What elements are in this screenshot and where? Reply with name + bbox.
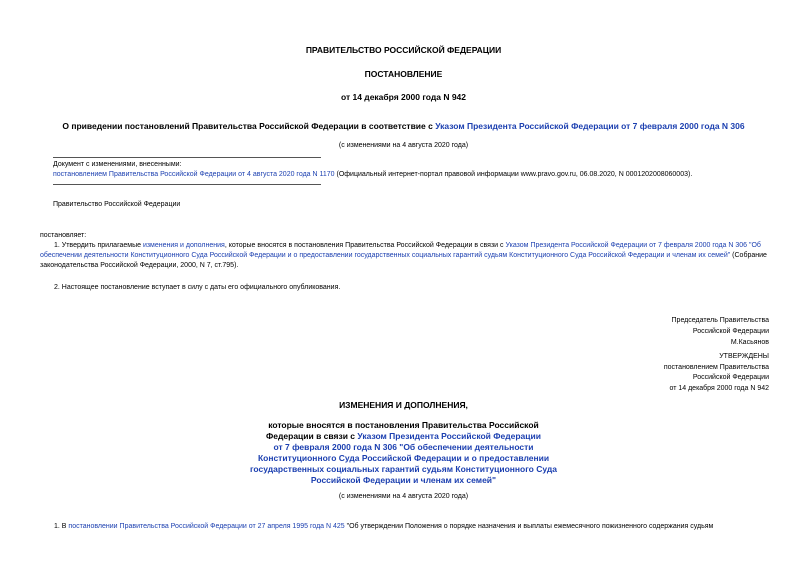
amendment-source: (Официальный интернет-портал правовой информации www.pravo.gov.ru, 06.08.2020, N 0001202008060003). bbox=[334, 171, 693, 178]
amendment-link[interactable]: постановлением Правительства Российской Федерации от 4 августа 2020 года N 1170 bbox=[53, 171, 335, 178]
annex-edition-note: (с изменениями на 4 августа 2020 года) bbox=[338, 493, 469, 500]
doc-title-text: О приведении постановлений Правительства Российской Федерации в соответствие с bbox=[62, 121, 436, 131]
item-1-text-a: 1. Утвердить прилагаемые bbox=[54, 242, 143, 249]
item-1-text-c: (Собрание законодательства Российской Федерации, 2000, N 7, ст.795). bbox=[40, 252, 767, 269]
approved-block bbox=[664, 352, 769, 394]
annex-decree-link[interactable]: Указом Президента Российской Федерации bbox=[357, 431, 541, 441]
signature-org: Российской Федерации bbox=[692, 328, 769, 335]
doc-title bbox=[0, 121, 807, 131]
annex-line-3[interactable]: от 7 февраля 2000 года N 306 "Об обеспечении деятельности bbox=[273, 442, 534, 452]
government-line: Правительство Российской Федерации bbox=[53, 201, 181, 208]
signature-position: Председатель Правительства bbox=[671, 317, 769, 324]
divider-bottom bbox=[53, 184, 321, 185]
annex-line-2-text: Федерации в связи с bbox=[266, 431, 358, 441]
decree-306-link[interactable]: Указом Президента Российской Федерации от 7 февраля 2000 года N 306 "Об обеспечении деятельности Конституционного Суда Российской Федерации и о предоставлении государственных социальных гарантий судьям Конституционного Суда Российской Федерации и членам их семей" bbox=[40, 242, 761, 259]
item-1-text-b: , которые вносятся в постановления Правительства Российской Федерации в связи с bbox=[224, 242, 506, 249]
annex-line-4[interactable]: Конституционного Суда Российской Федерации и о предоставлении bbox=[257, 453, 550, 463]
approved-title: УТВЕРЖДЕНЫ bbox=[719, 353, 769, 360]
annex-line-6[interactable]: Российской Федерации и членам их семей" bbox=[310, 475, 497, 485]
divider-top bbox=[53, 157, 321, 158]
annex-line-2 bbox=[0, 431, 807, 442]
changes-box-line bbox=[53, 171, 783, 178]
changes-link[interactable]: изменения и дополнения bbox=[142, 242, 225, 249]
decree-425-link[interactable]: постановлении Правительства Российской Федерации от 27 апреля 1995 года N 425 bbox=[68, 523, 345, 530]
item-1 bbox=[40, 241, 770, 271]
approved-org: Российской Федерации bbox=[692, 374, 769, 381]
signature-name: М.Касьянов bbox=[730, 339, 769, 346]
doc-date-number: от 14 декабря 2000 года N 942 bbox=[340, 92, 467, 102]
annex-line-1: которые вносятся в постановления Правительства Российской bbox=[268, 420, 539, 430]
annex-subtitle bbox=[0, 420, 807, 486]
annex-item-1-text-a: 1. В bbox=[54, 523, 69, 530]
annex-item-1-text-b: "Об утверждении Положения о порядке назначения и выплаты ежемесячного пожизненного содержания судьям bbox=[344, 523, 714, 530]
decrees-line: постановляет: bbox=[40, 232, 87, 239]
annex-item-1 bbox=[40, 522, 770, 532]
annex-title: ИЗМЕНЕНИЯ И ДОПОЛНЕНИЯ, bbox=[339, 400, 468, 410]
item-2: 2. Настоящее постановление вступает в силу с даты его официального опубликования. bbox=[54, 284, 341, 291]
org-title: ПРАВИТЕЛЬСТВО РОССИЙСКОЙ ФЕДЕРАЦИИ bbox=[305, 45, 502, 55]
doc-type: ПОСТАНОВЛЕНИЕ bbox=[364, 69, 443, 79]
decree-link[interactable]: Указом Президента Российской Федерации от 7 февраля 2000 года N 306 bbox=[435, 121, 745, 131]
changes-box-heading: Документ с изменениями, внесенными: bbox=[53, 161, 182, 168]
signature-block bbox=[672, 315, 769, 348]
annex-line-5[interactable]: государственных социальных гарантий судьям Конституционного Суда bbox=[250, 464, 557, 474]
approved-date: от 14 декабря 2000 года N 942 bbox=[669, 384, 769, 392]
approved-by: постановлением Правительства bbox=[663, 363, 769, 371]
edition-note: (с изменениями на 4 августа 2020 года) bbox=[338, 142, 469, 149]
